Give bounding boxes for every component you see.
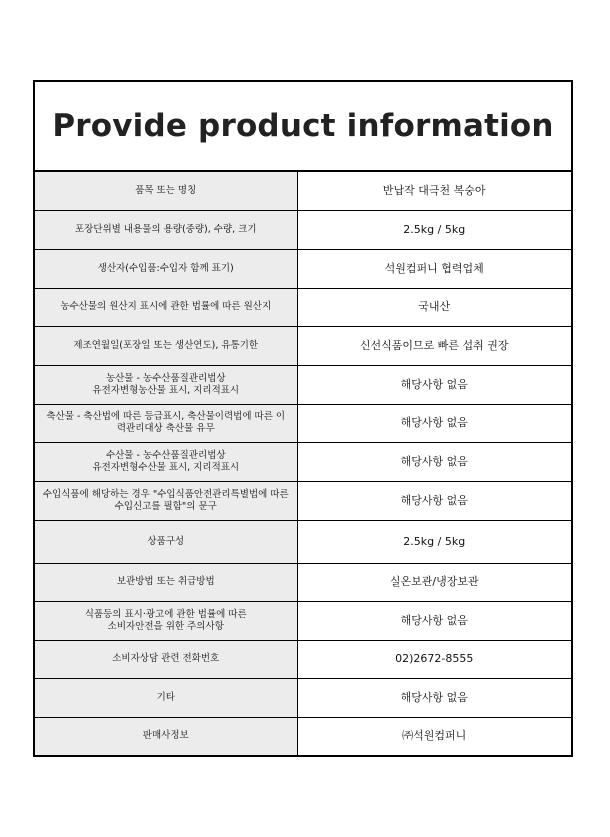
row-label: 품목 또는 명칭: [35, 172, 297, 210]
table-row: [35, 288, 571, 326]
table-row: [35, 326, 571, 365]
table-row: [35, 365, 571, 404]
row-value: 석원컴퍼니 협력업체: [297, 249, 571, 288]
table-row: [35, 601, 571, 640]
product-info-sheet: [33, 80, 573, 757]
row-value: 2.5kg / 5kg: [297, 520, 571, 563]
table-row: [35, 563, 571, 601]
row-label: 식품등의 표시·광고에 관한 법률에 따른 소비자안전을 위한 주의사항: [35, 601, 297, 640]
table-row: [35, 678, 571, 717]
table-row: [35, 442, 571, 481]
row-label: 수산물 - 농수산품질관리법상 유전자변형수산물 표시, 지리적표시: [35, 442, 297, 481]
row-value: 해당사항 없음: [297, 365, 571, 404]
table-row: [35, 404, 571, 442]
row-value: 실온보관/냉장보관: [297, 563, 571, 601]
row-label: 제조연월일(포장일 또는 생산연도), 유통기한: [35, 326, 297, 365]
row-label: 보관방법 또는 취급방법: [35, 563, 297, 601]
row-value: 반납작 대극천 복숭아: [297, 172, 571, 210]
row-label: 수입식품에 해당하는 경우 "수입식품안전관리특별법에 따른 수입신고를 필함"의 문구: [35, 481, 297, 520]
row-value: 02)2672-8555: [297, 640, 571, 678]
row-label: 농산물 - 농수산품질관리법상 유전자변형농산물 표시, 지리적표시: [35, 365, 297, 404]
row-label: 농수산물의 원산지 표시에 관한 법률에 따른 원산지: [35, 288, 297, 326]
row-label: 상품구성: [35, 520, 297, 563]
page-title: Provide product information: [52, 108, 554, 144]
row-value: 국내산: [297, 288, 571, 326]
table-row: [35, 249, 571, 288]
row-label: 소비자상담 관련 전화번호: [35, 640, 297, 678]
row-value: 신선식품이므로 빠른 섭취 권장: [297, 326, 571, 365]
row-value: 2.5kg / 5kg: [297, 210, 571, 249]
table-row: [35, 481, 571, 520]
table-row: [35, 717, 571, 755]
row-label: 기타: [35, 678, 297, 717]
row-value: ㈜석원컴퍼니: [297, 717, 571, 755]
row-value: 해당사항 없음: [297, 442, 571, 481]
table-row: [35, 520, 571, 563]
title-cell: [35, 82, 571, 172]
row-label: 생산자(수입품:수입자 함께 표기): [35, 249, 297, 288]
table-row: [35, 172, 571, 210]
row-value: 해당사항 없음: [297, 601, 571, 640]
row-label: 축산물 - 축산법에 따른 등급표시, 축산물이력법에 따른 이 력관리대상 축산물 유무: [35, 404, 297, 442]
product-info-table: [35, 172, 571, 755]
table-row: [35, 640, 571, 678]
table-row: [35, 210, 571, 249]
row-label: 판매사정보: [35, 717, 297, 755]
row-value: 해당사항 없음: [297, 481, 571, 520]
row-value: 해당사항 없음: [297, 404, 571, 442]
row-label: 포장단위별 내용물의 용량(중량), 수량, 크기: [35, 210, 297, 249]
row-value: 해당사항 없음: [297, 678, 571, 717]
